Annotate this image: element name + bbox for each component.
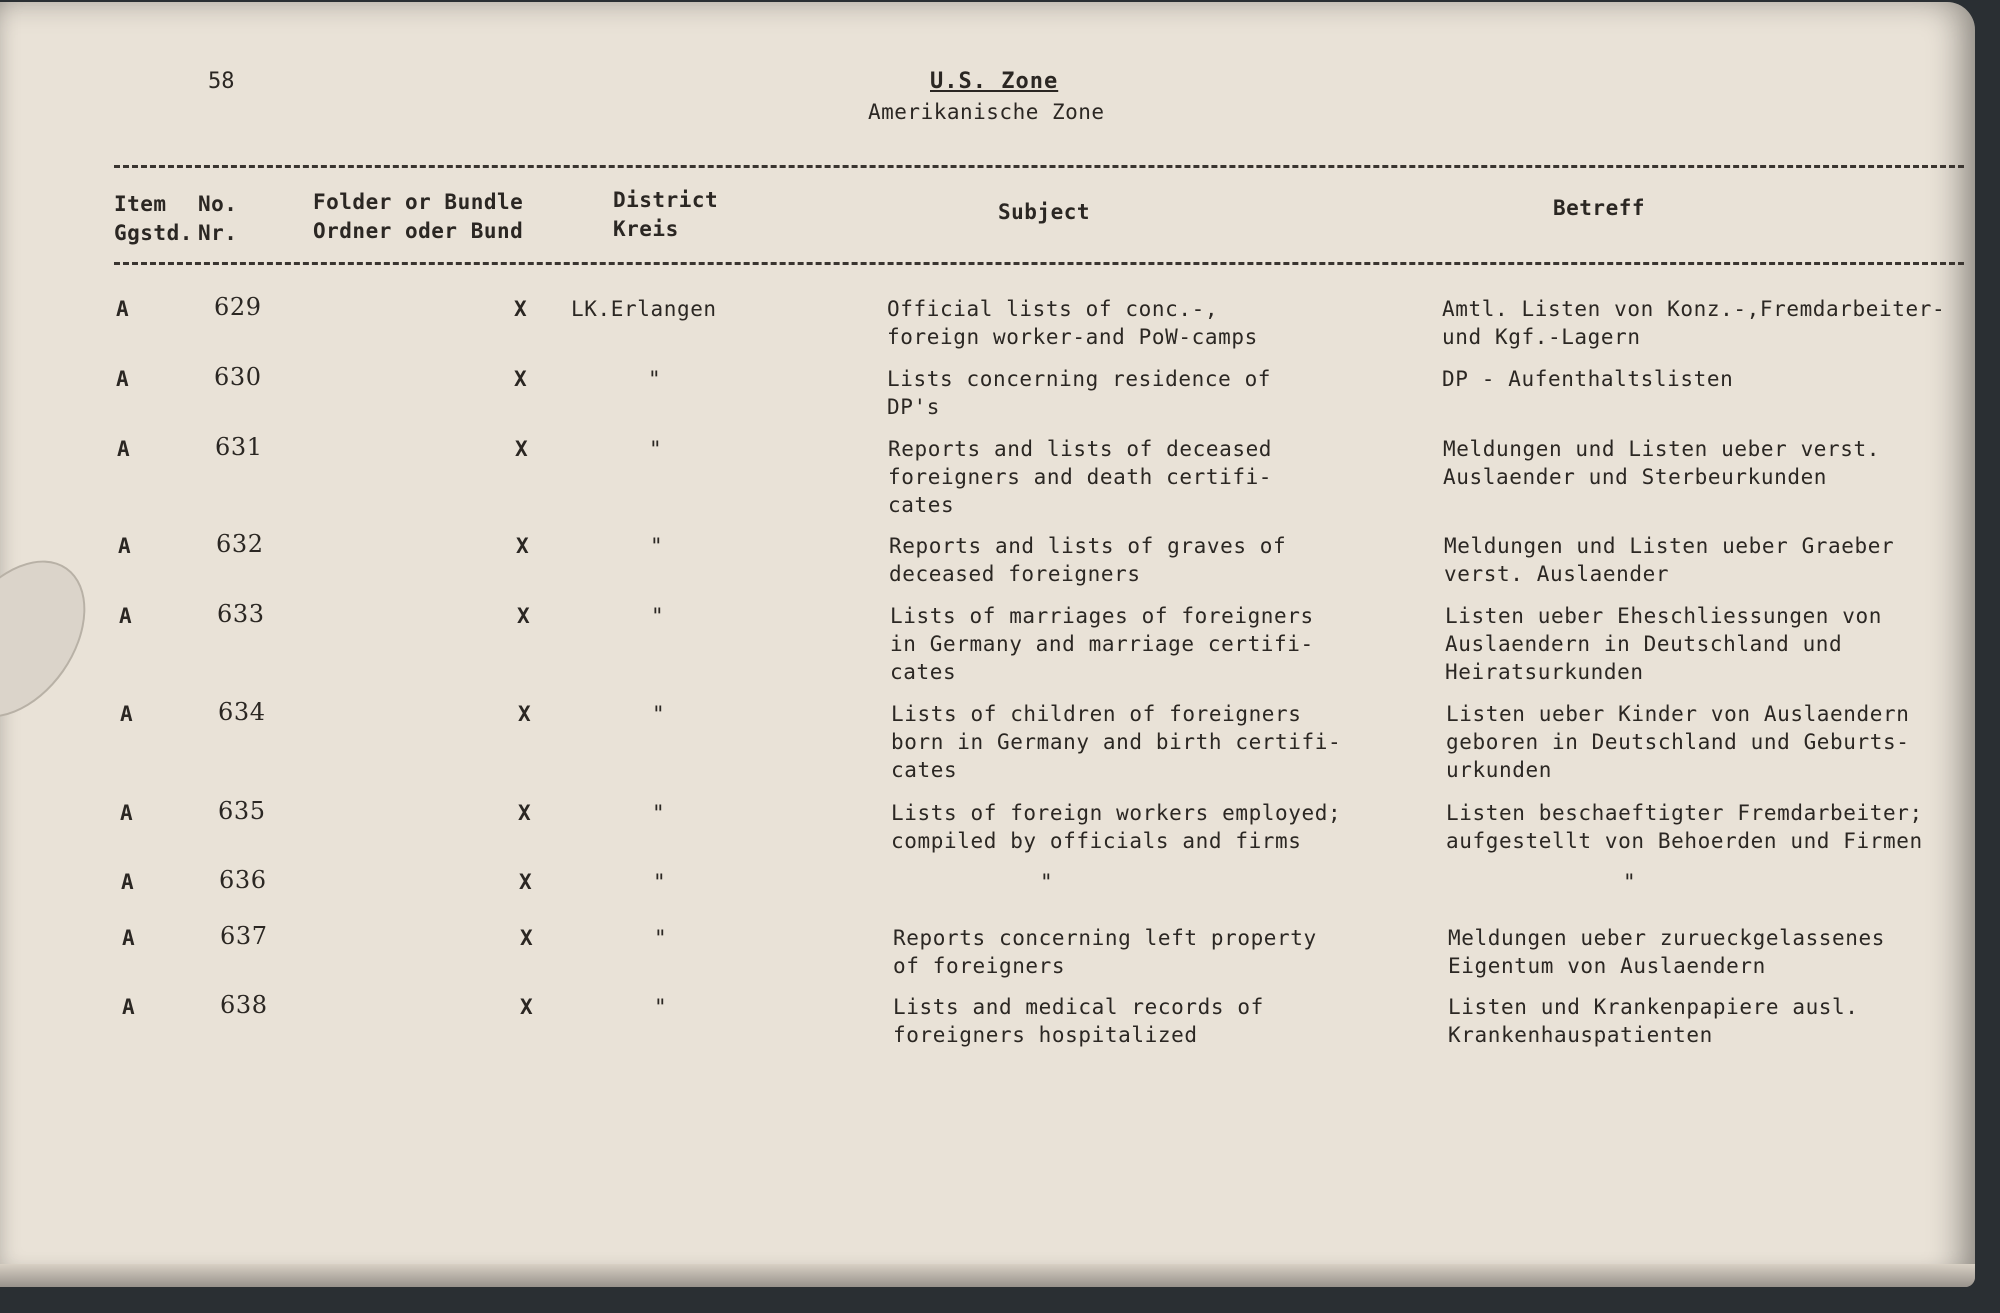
cell-betreff: Meldungen ueber zurueckgelassenes Eigentum von Auslaendern xyxy=(1448,926,1886,978)
cell-district: " xyxy=(653,870,667,894)
page-subtitle: Amerikanische Zone xyxy=(868,100,1105,124)
cell-betreff: Listen und Krankenpapiere ausl. Krankenhauspatienten xyxy=(1448,995,1859,1047)
cell-subject: Lists and medical records of foreigners hospitalized xyxy=(893,995,1264,1047)
cell-no: 636 xyxy=(219,866,267,894)
cell-district: " xyxy=(649,437,663,461)
page-tab xyxy=(0,535,114,743)
col-header-folder: Folder or Bundle Ordner oder Bund xyxy=(313,190,524,243)
cell-item: A xyxy=(122,995,136,1019)
col-header-subject: Subject xyxy=(998,200,1091,224)
cell-folder: X xyxy=(518,702,532,726)
cell-district: " xyxy=(654,926,668,950)
cell-item: A xyxy=(116,367,130,391)
col-header-no: No. Nr. xyxy=(198,192,238,245)
cell-betreff: Listen ueber Kinder von Auslaendern geboren in Deutschland und Geburts- urkunden xyxy=(1446,702,1910,782)
cell-folder: X xyxy=(516,534,530,558)
cell-item: A xyxy=(119,604,133,628)
cell-no: 632 xyxy=(216,530,264,558)
col-header-item: Item Ggstd. xyxy=(114,192,193,245)
cell-no: 630 xyxy=(214,363,262,391)
cell-folder: X xyxy=(519,870,533,894)
cell-betreff: Amtl. Listen von Konz.-,Fremdarbeiter- und Kgf.-Lagern xyxy=(1442,297,1946,349)
cell-betreff: " xyxy=(1623,870,1637,894)
cell-no: 634 xyxy=(218,698,266,726)
cell-subject: Lists of marriages of foreigners in Germany and marriage certifi- cates xyxy=(890,604,1314,684)
cell-item: A xyxy=(120,702,134,726)
page-number: 58 xyxy=(208,69,235,94)
cell-betreff: Meldungen und Listen ueber Graeber verst. Auslaender xyxy=(1444,534,1895,586)
cell-betreff: Listen beschaeftigter Fremdarbeiter; aufgestellt von Behoerden und Firmen xyxy=(1446,801,1923,853)
cell-district: " xyxy=(654,995,668,1019)
cell-subject: Lists of children of foreigners born in Germany and birth certifi- cates xyxy=(891,702,1342,782)
cell-folder: X xyxy=(515,437,529,461)
page-title: U.S. Zone xyxy=(930,69,1059,94)
header-rule-top xyxy=(114,165,1964,168)
page-edge xyxy=(0,1264,1975,1287)
cell-folder: X xyxy=(514,297,528,321)
cell-betreff: DP - Aufenthaltslisten xyxy=(1442,367,1734,391)
cell-betreff: Listen ueber Eheschliessungen von Auslaendern in Deutschland und Heiratsurkunden xyxy=(1445,604,1883,684)
cell-no: 629 xyxy=(214,293,262,321)
cell-folder: X xyxy=(518,801,532,825)
cell-item: A xyxy=(122,926,136,950)
cell-item: A xyxy=(118,534,132,558)
cell-no: 638 xyxy=(220,991,268,1019)
cell-no: 637 xyxy=(220,922,268,950)
col-header-betreff: Betreff xyxy=(1553,196,1646,220)
cell-folder: X xyxy=(520,995,534,1019)
cell-subject: Lists concerning residence of DP's xyxy=(887,367,1272,419)
cell-item: A xyxy=(117,437,131,461)
cell-item: A xyxy=(121,870,135,894)
cell-no: 631 xyxy=(215,433,263,461)
cell-item: A xyxy=(116,297,130,321)
cell-item: A xyxy=(120,801,134,825)
cell-district: " xyxy=(651,604,665,628)
col-header-district: District Kreis xyxy=(613,188,719,241)
cell-folder: X xyxy=(517,604,531,628)
cell-district: " xyxy=(652,801,666,825)
document-page xyxy=(0,2,1975,1287)
cell-district: " xyxy=(652,702,666,726)
cell-district: " xyxy=(648,367,662,391)
cell-betreff: Meldungen und Listen ueber verst. Auslaender und Sterbeurkunden xyxy=(1443,437,1881,489)
cell-no: 633 xyxy=(217,600,265,628)
cell-subject: Reports and lists of graves of deceased foreigners xyxy=(889,534,1287,586)
cell-subject: Reports and lists of deceased foreigners and death certifi- cates xyxy=(888,437,1273,517)
cell-subject: Lists of foreign workers employed; compiled by officials and firms xyxy=(891,801,1342,853)
cell-subject: Official lists of conc.-, foreign worker-and PoW-camps xyxy=(887,297,1258,349)
cell-folder: X xyxy=(520,926,534,950)
cell-no: 635 xyxy=(218,797,266,825)
cell-subject: " xyxy=(1040,870,1054,894)
cell-district: " xyxy=(650,534,664,558)
cell-folder: X xyxy=(514,367,528,391)
cell-district: LK.Erlangen xyxy=(571,297,717,321)
header-rule-bottom xyxy=(114,262,1964,265)
cell-subject: Reports concerning left property of foreigners xyxy=(893,926,1317,978)
